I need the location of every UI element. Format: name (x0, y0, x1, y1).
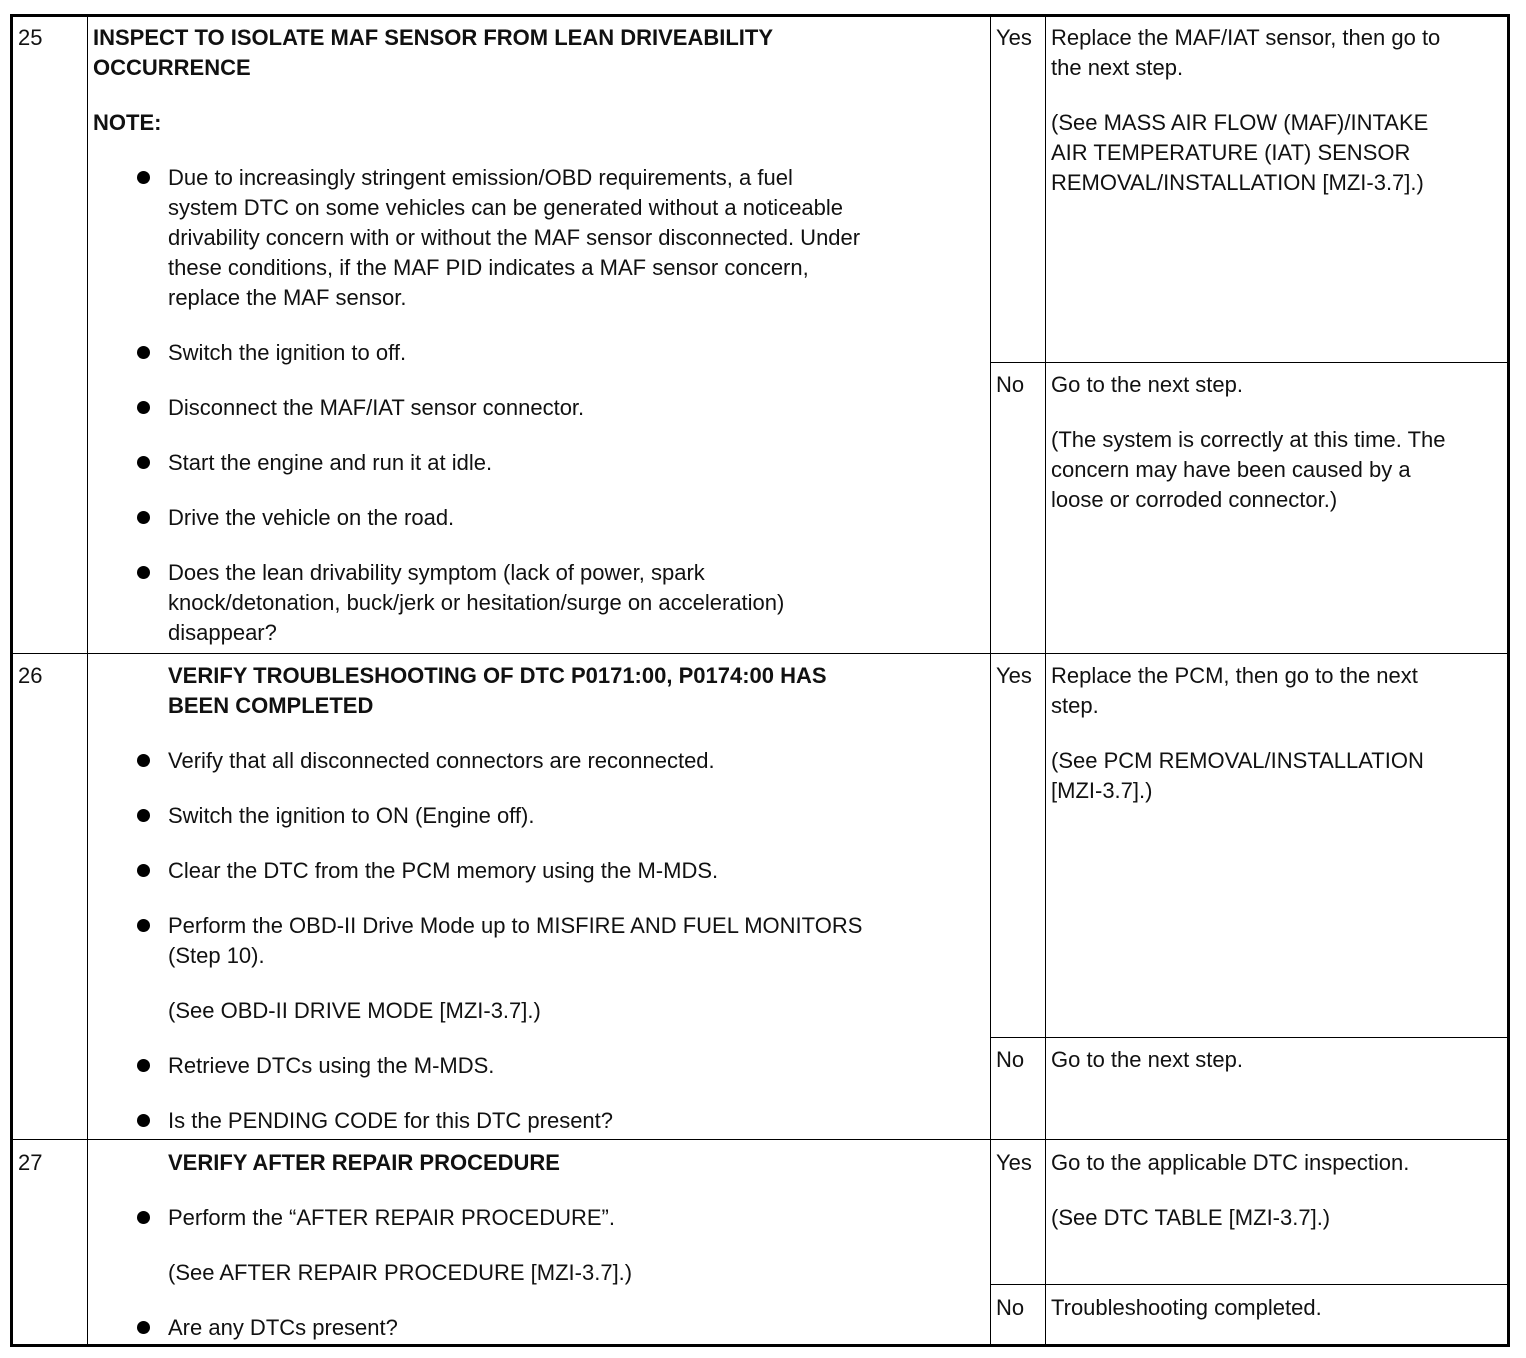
step-title-line: BEEN COMPLETED (168, 693, 374, 718)
bullet-icon (137, 171, 150, 184)
note-label: NOTE: (93, 110, 162, 135)
bullet-text-line: Verify that all disconnected connectors are reconnected. (168, 748, 715, 773)
bullet-text-line: Disconnect the MAF/IAT sensor connector. (168, 395, 585, 420)
yes-action-line: the next step. (1051, 55, 1184, 80)
col-divider-result (1045, 14, 1046, 1347)
bullet-text-line: Drive the vehicle on the road. (168, 505, 455, 530)
bullet-icon (137, 1211, 150, 1224)
bullet-text-line: Retrieve DTCs using the M-MDS. (168, 1053, 495, 1078)
step-number: 25 (18, 25, 43, 50)
bullet-icon (137, 809, 150, 822)
bullet-text-line: (Step 10). (168, 943, 265, 968)
no-label: No (996, 1047, 1025, 1072)
bullet-icon (137, 511, 150, 524)
yes-reference-line: (See DTC TABLE [MZI-3.7].) (1051, 1205, 1331, 1230)
yes-no-divider-25 (990, 362, 1510, 363)
bullet-icon (137, 864, 150, 877)
bullet-icon (137, 346, 150, 359)
bullet-text-line: Clear the DTC from the PCM memory using the M-MDS. (168, 858, 719, 883)
bullet-text-line: these conditions, if the MAF PID indicates a MAF sensor concern, (168, 255, 809, 280)
step-title-line: OCCURRENCE (93, 55, 251, 80)
step-title-line: INSPECT TO ISOLATE MAF SENSOR FROM LEAN DRIVEABILITY (93, 25, 773, 50)
yes-no-divider-26 (990, 1037, 1510, 1038)
no-label: No (996, 1295, 1025, 1320)
no-action-line: Go to the next step. (1051, 372, 1244, 397)
bullet-text-line: Does the lean drivability symptom (lack of power, spark (168, 560, 705, 585)
bullet-text-line: Is the PENDING CODE for this DTC present? (168, 1108, 614, 1133)
no-action-line: Troubleshooting completed. (1051, 1295, 1322, 1320)
bullet-icon (137, 401, 150, 414)
bullet-text-line: Perform the OBD-II Drive Mode up to MISFIRE AND FUEL MONITORS (168, 913, 863, 938)
yes-reference-line: AIR TEMPERATURE (IAT) SENSOR (1051, 140, 1411, 165)
bullet-text-line: drivability concern with or without the MAF sensor disconnected. Under (168, 225, 861, 250)
step-title-line: VERIFY AFTER REPAIR PROCEDURE (168, 1150, 560, 1175)
bullet-icon (137, 1059, 150, 1072)
yes-reference-line: REMOVAL/INSTALLATION [MZI-3.7].) (1051, 170, 1424, 195)
yes-reference-line: (See MASS AIR FLOW (MAF)/INTAKE (1051, 110, 1429, 135)
yes-action-line: Go to the applicable DTC inspection. (1051, 1150, 1410, 1175)
no-reference-line: loose or corroded connector.) (1051, 487, 1338, 512)
yes-action-line: Replace the MAF/IAT sensor, then go to (1051, 25, 1441, 50)
yes-label: Yes (996, 1150, 1032, 1175)
bullet-icon (137, 1114, 150, 1127)
step-number: 27 (18, 1150, 43, 1175)
bullet-text-line: system DTC on some vehicles can be generated without a noticeable (168, 195, 844, 220)
yes-no-divider-27 (990, 1284, 1510, 1285)
col-divider-step (87, 14, 88, 1347)
yes-label: Yes (996, 663, 1032, 688)
no-reference-line: (The system is correctly at this time. The (1051, 427, 1446, 452)
bullet-text-line: Start the engine and run it at idle. (168, 450, 493, 475)
bullet-icon (137, 919, 150, 932)
bullet-text-line: knock/detonation, buck/jerk or hesitation/surge on acceleration) (168, 590, 785, 615)
yes-reference-line: [MZI-3.7].) (1051, 778, 1153, 803)
bullet-text-line: Perform the “AFTER REPAIR PROCEDURE”. (168, 1205, 615, 1230)
yes-label: Yes (996, 25, 1032, 50)
bullet-text-line: Are any DTCs present? (168, 1315, 398, 1340)
yes-reference-line: (See PCM REMOVAL/INSTALLATION (1051, 748, 1424, 773)
yes-action-line: Replace the PCM, then go to the next (1051, 663, 1418, 688)
bullet-text-line: Switch the ignition to off. (168, 340, 407, 365)
row-divider-25-26 (10, 653, 1510, 654)
yes-action-line: step. (1051, 693, 1099, 718)
sub-reference: (See AFTER REPAIR PROCEDURE [MZI-3.7].) (168, 1260, 633, 1285)
bullet-text-line: Switch the ignition to ON (Engine off). (168, 803, 535, 828)
bullet-text-line: disappear? (168, 620, 277, 645)
step-title-line: VERIFY TROUBLESHOOTING OF DTC P0171:00, P0174:00 HAS (168, 663, 827, 688)
bullet-icon (137, 456, 150, 469)
bullet-icon (137, 754, 150, 767)
step-number: 26 (18, 663, 43, 688)
row-divider-26-27 (10, 1139, 1510, 1140)
bullet-text-line: replace the MAF sensor. (168, 285, 407, 310)
col-divider-action (990, 14, 991, 1347)
bullet-text-line: Due to increasingly stringent emission/OBD requirements, a fuel (168, 165, 793, 190)
no-action-line: Go to the next step. (1051, 1047, 1244, 1072)
no-label: No (996, 372, 1025, 397)
bullet-icon (137, 1321, 150, 1334)
sub-reference: (See OBD-II DRIVE MODE [MZI-3.7].) (168, 998, 541, 1023)
bullet-icon (137, 566, 150, 579)
no-reference-line: concern may have been caused by a (1051, 457, 1411, 482)
